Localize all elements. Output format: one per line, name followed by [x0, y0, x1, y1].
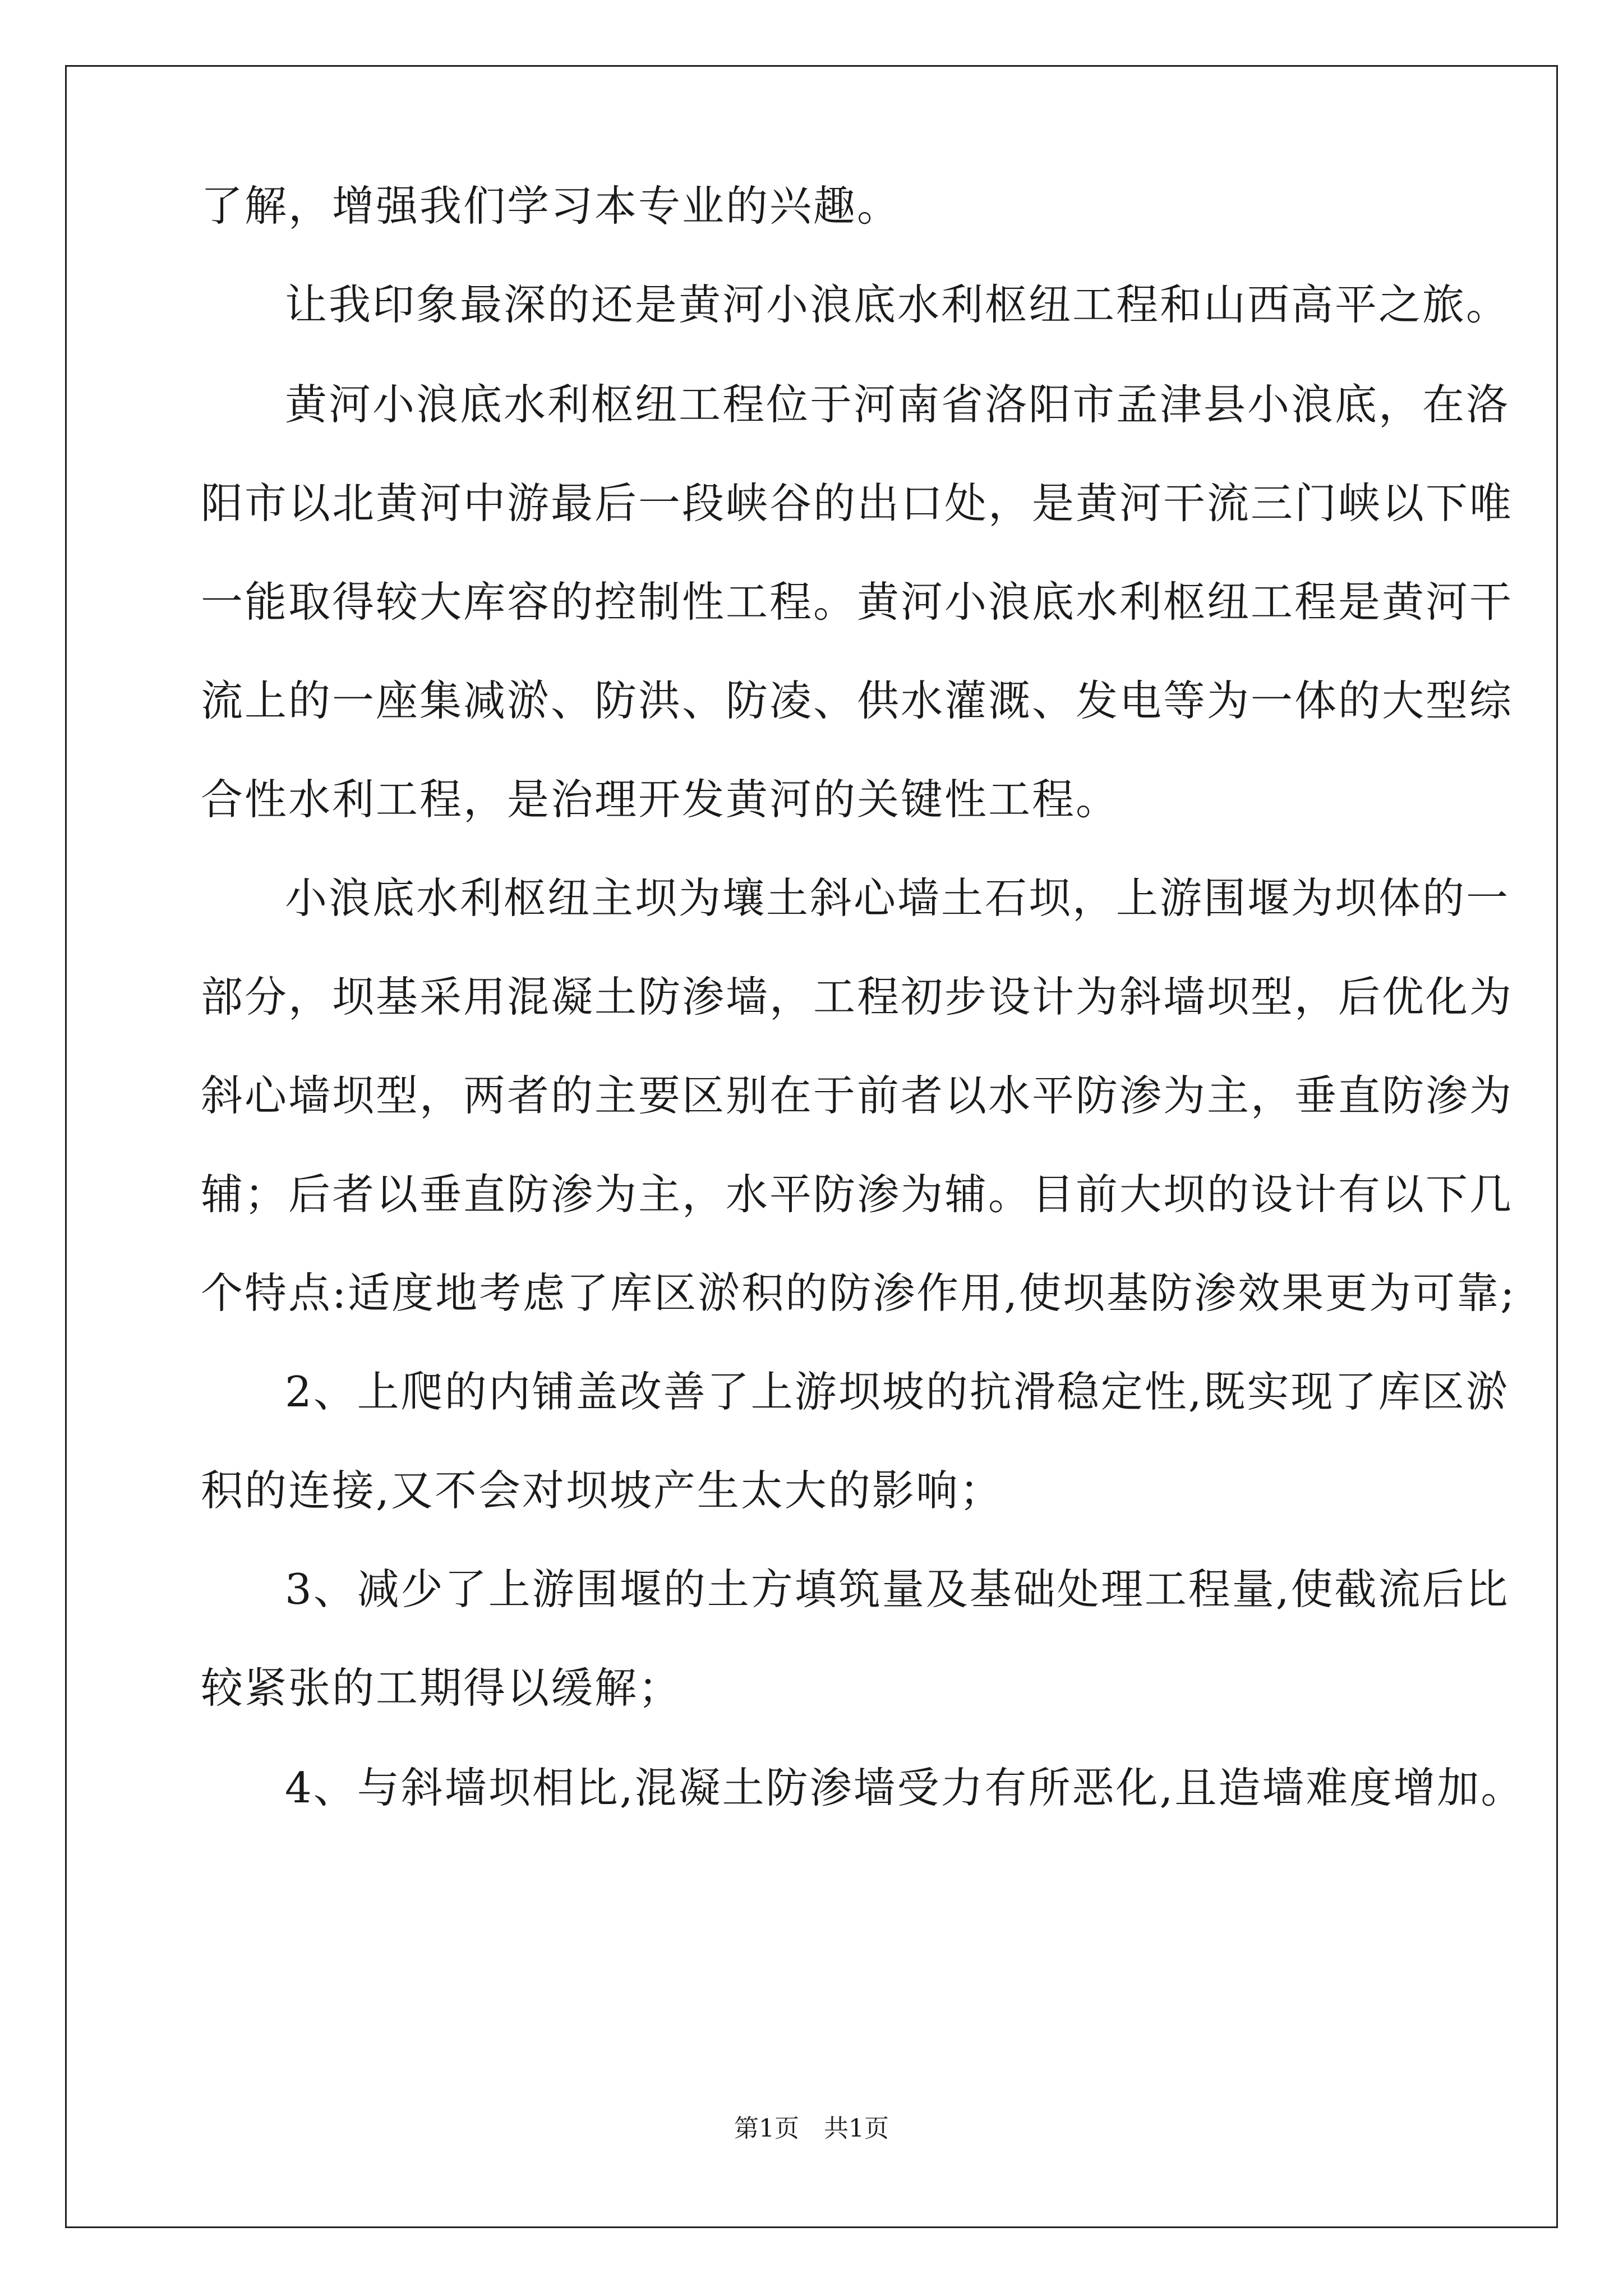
- text-line: 斜心墙坝型，两者的主要区别在于前者以水平防渗为主，垂直防渗为: [201, 1071, 1514, 1120]
- text-line: 积的连接,又不会对坝坡产生太大的影响；: [201, 1466, 1003, 1515]
- text-line: 个特点:适度地考虑了库区淤积的防渗作用,使坝基防渗效果更为可靠;: [201, 1268, 1516, 1318]
- text-line: 一能取得较大库容的控制性工程。黄河小浪底水利枢纽工程是黄河干: [201, 577, 1514, 627]
- paragraph-first-line: 2、上爬的内铺盖改善了上游坝坡的抗滑稳定性,既实现了库区淤: [285, 1367, 1510, 1416]
- text-line: 流上的一座集减淤、防洪、防凌、供水灌溉、发电等为一体的大型综: [201, 676, 1514, 725]
- text-line: 部分，坝基采用混凝土防渗墙，工程初步设计为斜墙坝型，后优化为: [201, 972, 1514, 1022]
- paragraph-first-line: 4、与斜墙坝相比,混凝土防渗墙受力有所恶化,且造墙难度增加。: [285, 1763, 1525, 1812]
- page-number-footer: 第1页 共1页: [734, 2114, 889, 2143]
- paragraph-first-line: 黄河小浪底水利枢纽工程位于河南省洛阳市孟津县小浪底，在洛: [285, 380, 1510, 429]
- paragraph-first-line: 小浪底水利枢纽主坝为壤土斜心墙土石坝，上游围堰为坝体的一: [285, 873, 1510, 923]
- text-line: 辅；后者以垂直防渗为主，水平防渗为辅。目前大坝的设计有以下几: [201, 1170, 1514, 1219]
- text-line: 阳市以北黄河中游最后一段峡谷的出口处，是黄河干流三门峡以下唯: [201, 478, 1514, 528]
- paragraph-first-line: 让我印象最深的还是黄河小浪底水利枢纽工程和山西高平之旅。: [285, 280, 1510, 329]
- paragraph-first-line: 3、减少了上游围堰的土方填筑量及基础处理工程量,使截流后比: [285, 1565, 1510, 1614]
- text-line: 了解，增强我们学习本专业的兴趣。: [201, 181, 901, 231]
- text-line: 合性水利工程，是治理开发黄河的关键性工程。: [201, 775, 1120, 824]
- text-line: 较紧张的工期得以缓解；: [201, 1663, 683, 1713]
